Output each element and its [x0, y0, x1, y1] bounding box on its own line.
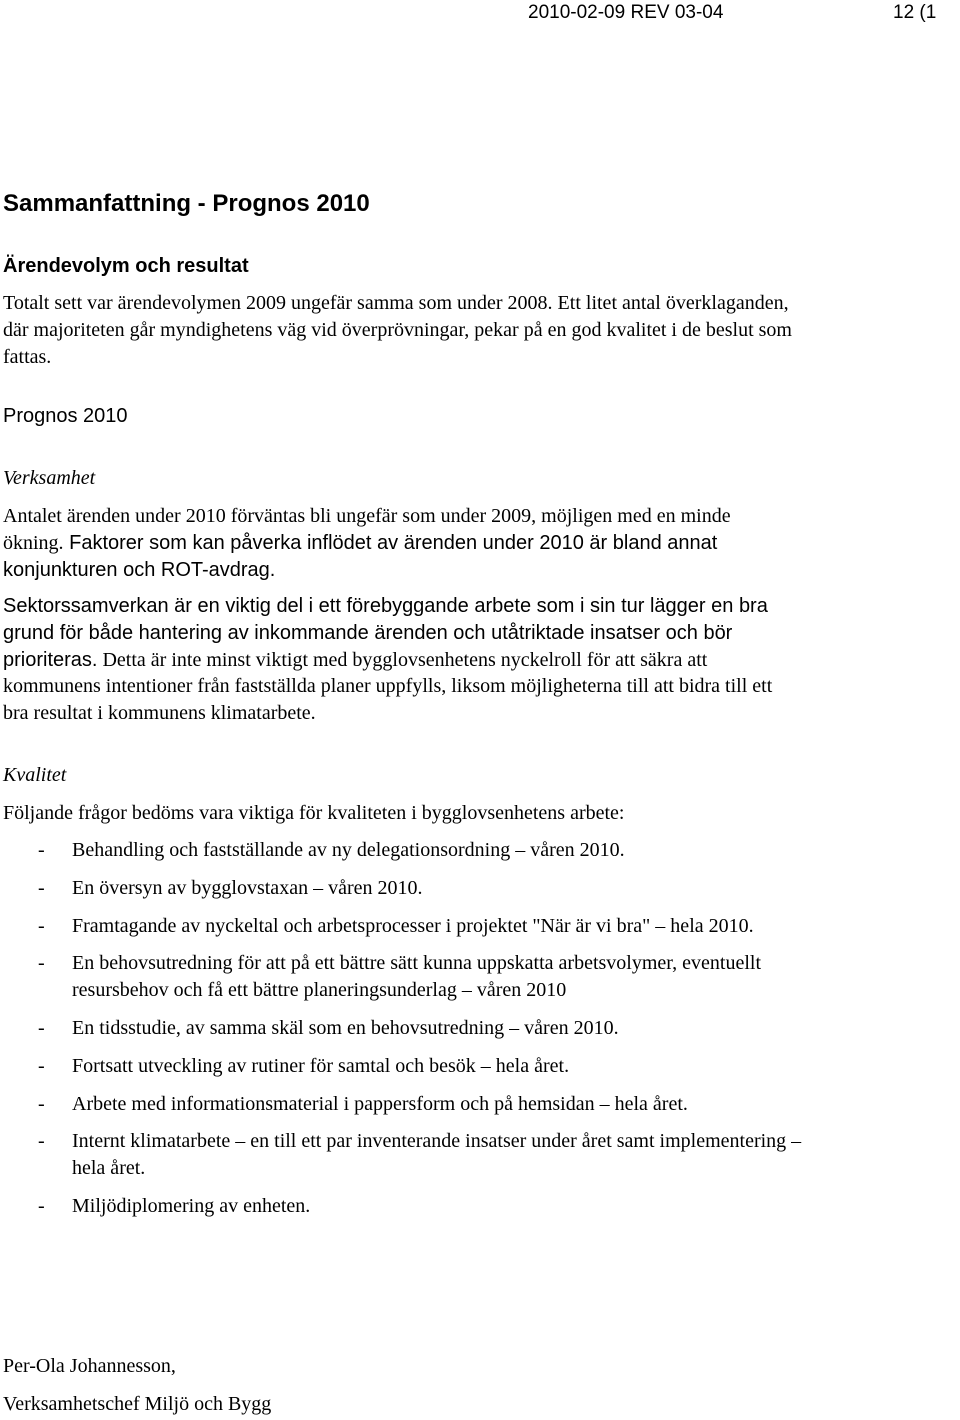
list-item-text: Fortsatt utveckling av rutiner för samtal och besök – hela året.	[72, 1054, 570, 1077]
list-item	[38, 1053, 812, 1080]
list-item-text: En behovsutredning för att på ett bättre sätt kunna uppskatta arbetsvolymer, eventuellt resursbehov och få ett bättre planeringsunderlag – våren 2010	[72, 952, 761, 1002]
list-dash: -	[38, 1130, 45, 1153]
paragraph-sektorssamverkan-part2: Detta är inte minst viktigt med bygglovsenhetens nyckelroll för att säkra att kommunens intentioner från fastställda planer uppfylls, liksom möjligheterna till att bidra till ett bra resultat i kommunens klimatarbete.	[3, 648, 773, 725]
list-item-text: En översyn av bygglovstaxan – våren 2010.	[72, 876, 423, 899]
signature-role: Verksamhetschef Miljö och Bygg	[3, 1393, 272, 1415]
header-date-revision: 2010-02-09 REV 03-04	[528, 2, 724, 23]
paragraph-sektorssamverkan	[3, 593, 778, 727]
subheading-verksamhet: Verksamhet	[3, 467, 96, 489]
section-heading-arendevolym: Ärendevolym och resultat	[3, 255, 249, 277]
list-dash: -	[38, 952, 45, 975]
list-item	[38, 1015, 812, 1042]
list-item-text: Internt klimatarbete – en till ett par inventerande insatser under året samt implementering – hela året.	[72, 1130, 802, 1180]
page-title: Sammanfattning - Prognos 2010	[3, 190, 370, 217]
list-dash: -	[38, 914, 45, 937]
list-item	[38, 1128, 812, 1182]
list-item	[38, 837, 812, 864]
paragraph-verksamhet-part2: Faktorer som kan påverka inflödet av ärenden under 2010 är bland annat konjunkturen och ROT-avdrag.	[3, 531, 718, 581]
paragraph-verksamhet	[3, 503, 783, 583]
list-item-text: Behandling och fastställande av ny delegationsordning – våren 2010.	[72, 839, 625, 861]
list-dash: -	[38, 876, 45, 899]
list-dash: -	[38, 1016, 45, 1039]
list-item-text: Miljödiplomering av enheten.	[72, 1194, 311, 1217]
list-dash: -	[38, 839, 45, 861]
paragraph-kvalitet-intro: Följande frågor bedöms vara viktiga för kvaliteten i bygglovsenhetens arbete:	[3, 802, 625, 824]
paragraph-arendevolym: Totalt sett var ärendevolymen 2009 ungefär samma som under 2008. Ett litet antal överklaganden, där majoriteten går myndighetens väg vid överprövningar, pekar på en god kvalitet i de beslut som fattas.	[3, 292, 792, 368]
list-item	[38, 913, 812, 940]
signature-name: Per-Ola Johannesson,	[3, 1355, 176, 1377]
list-item	[38, 1193, 812, 1220]
header-page-number: 12 (1	[893, 2, 937, 23]
list-item-text: En tidsstudie, av samma skäl som en behovsutredning – våren 2010.	[72, 1016, 619, 1039]
paragraph-verksamhet-part1: Antalet ärenden under 2010 förväntas bli ungefär som under 2009, möjligen med en minde ökning.	[3, 505, 731, 554]
list-item-text: Framtagande av nyckeltal och arbetsprocesser i projektet "När är vi bra" – hela 2010.	[72, 914, 754, 937]
list-dash: -	[38, 1194, 45, 1217]
paragraph-sektorssamverkan-part1: Sektorssamverkan är en viktig del i ett förebyggande arbete som i sin tur lägger en bra grund för både hantering av inkommande ärenden och utåtriktade insatser och bör prioriteras.	[3, 595, 768, 671]
list-dash: -	[38, 1054, 45, 1077]
list-item	[38, 1091, 812, 1118]
list-item	[38, 950, 812, 1004]
section-heading-prognos: Prognos 2010	[3, 405, 128, 427]
kvalitet-list	[38, 837, 958, 1231]
list-item-text: Arbete med informationsmaterial i pappersform och på hemsidan – hela året.	[72, 1092, 688, 1115]
list-item	[38, 875, 812, 902]
page-header	[0, 1, 960, 25]
subheading-kvalitet: Kvalitet	[3, 764, 67, 786]
list-dash: -	[38, 1092, 45, 1115]
